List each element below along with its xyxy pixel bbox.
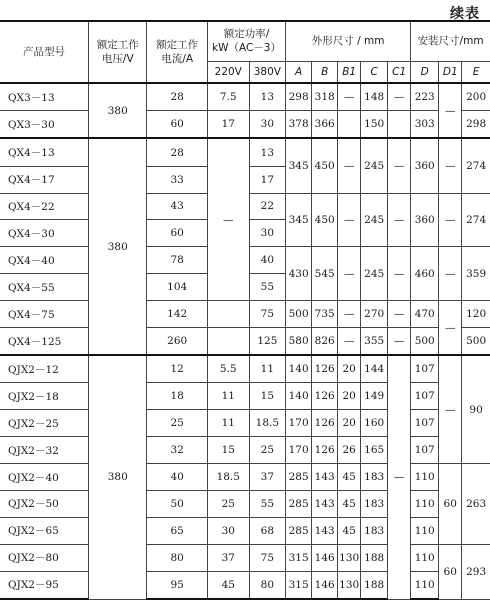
table-row [0,83,490,111]
b1-cell: — [338,138,361,193]
b1-cell: 45 [338,491,361,518]
e-cell: 298 [462,111,490,139]
p380-cell: 68 [249,517,286,544]
c-cell: 150 [361,111,388,139]
c1-cell: — [388,138,411,193]
current-cell: 60 [147,220,207,247]
a-cell: 285 [286,491,312,518]
b1-cell: 20 [338,410,361,437]
p380-cell: 30 [249,220,286,247]
model-cell: QX4－17 [0,166,89,193]
table-row [0,138,490,166]
p380-cell: 18.5 [249,410,286,437]
p380-cell: 13 [249,138,286,166]
d-cell: 107 [411,355,439,383]
c-cell: 188 [361,571,388,599]
model-cell: QX4－13 [0,138,89,166]
table-row [0,437,490,464]
a-cell: 285 [286,464,312,491]
a-cell: 345 [286,138,312,193]
b-cell: 318 [312,83,338,111]
p220-cell: 37 [207,544,249,571]
model-cell: QJX2－95 [0,571,89,599]
e-cell: 120 [462,301,490,328]
c-cell: 270 [361,301,388,328]
b-cell: 126 [312,410,338,437]
p380-cell: 30 [249,111,286,139]
e-cell: 263 [462,464,490,545]
a-cell: 140 [286,355,312,383]
c-cell: 183 [361,517,388,544]
c-cell: 160 [361,410,388,437]
d-cell: 110 [411,571,439,599]
p380-cell: 22 [249,193,286,220]
voltage-cell: 380 [89,355,147,599]
e-cell: 293 [462,544,490,599]
header-power: 额定功率/ kW（AC－3） [207,21,285,61]
p220-cell: 7.5 [207,83,249,111]
a-cell: 378 [286,111,312,139]
model-cell: QJX2－18 [0,383,89,410]
header-current: 额定工作 电流/A [147,21,207,83]
a-cell: 170 [286,437,312,464]
current-cell: 18 [147,383,207,410]
a-cell: 140 [286,383,312,410]
p380-cell: 25 [249,437,286,464]
c-cell: 144 [361,355,388,383]
header-dimensions: 外形尺寸 / mm [286,21,411,61]
d-cell: 107 [411,437,439,464]
model-cell: QX4－75 [0,301,89,328]
b1-cell: — [338,301,361,328]
current-cell: 43 [147,193,207,220]
p380-cell: 80 [249,571,286,599]
current-cell: 60 [147,111,207,139]
a-cell: 500 [286,301,312,328]
c-cell: 165 [361,437,388,464]
a-cell: 315 [286,571,312,599]
model-cell: QX3－13 [0,83,89,111]
d-cell: 107 [411,383,439,410]
d1-cell: — [439,83,462,138]
p220-cell: 5.5 [207,355,249,383]
d-cell: 107 [411,410,439,437]
header-220v: 220V [207,61,249,83]
b-cell: 826 [312,328,338,356]
table-row [0,464,490,491]
b1-cell: — [338,83,361,111]
c-cell: 148 [361,83,388,111]
p380-cell: 55 [249,491,286,518]
table-row [0,544,490,571]
b1-cell: — [338,328,361,356]
table-row [0,517,490,544]
b1-cell: — [338,247,361,301]
d1-cell: — [439,193,462,247]
b1-cell: 20 [338,383,361,410]
current-cell: 78 [147,247,207,274]
b-cell: 126 [312,383,338,410]
a-cell: 315 [286,544,312,571]
b1-cell: 20 [338,355,361,383]
table-row [0,491,490,518]
header-380v: 380V [249,61,286,83]
p220-cell: 17 [207,111,249,139]
e-cell: 274 [462,193,490,247]
c-cell: 355 [361,328,388,356]
table-row [0,410,490,437]
table-row [0,355,490,383]
b-cell: 126 [312,437,338,464]
p380-cell: 40 [249,247,286,274]
d1-cell: — [439,355,462,463]
b-cell: 146 [312,544,338,571]
p380-cell: 37 [249,464,286,491]
b-cell: 366 [312,111,338,139]
c-cell: 183 [361,491,388,518]
b1-cell: 130 [338,571,361,599]
b1-cell: 45 [338,464,361,491]
p380-cell: 55 [249,274,286,301]
header-c: C [361,61,388,83]
d-cell: 360 [411,138,439,193]
current-cell: 65 [147,517,207,544]
c1-cell: — [388,193,411,247]
b1-cell: — [338,193,361,247]
e-cell: 359 [462,247,490,301]
model-cell: QX4－30 [0,220,89,247]
header-a: A [286,61,312,83]
b-cell: 143 [312,491,338,518]
d1-cell: 60 [439,464,462,545]
c-cell: 245 [361,138,388,193]
model-cell: QJX2－65 [0,517,89,544]
header-d: D [411,61,439,83]
model-cell: QJX2－25 [0,410,89,437]
current-cell: 28 [147,83,207,111]
header-c1: C1 [388,61,411,83]
current-cell: 260 [147,328,207,356]
b-cell: 126 [312,355,338,383]
model-cell: QJX2－32 [0,437,89,464]
model-cell: QX4－125 [0,328,89,356]
p220-cell: 45 [207,571,249,599]
b-cell: 146 [312,571,338,599]
p220-cell: 18.5 [207,464,249,491]
p380-cell: 125 [249,328,286,356]
p380-cell: 75 [249,544,286,571]
e-cell: 90 [462,355,490,463]
current-cell: 104 [147,274,207,301]
p380-cell: 13 [249,83,286,111]
header-voltage: 额定工作 电压/V [89,21,147,83]
b1-cell: 45 [338,517,361,544]
header-b: B [312,61,338,83]
p380-cell: 75 [249,301,286,328]
current-cell: 32 [147,437,207,464]
table-row [0,571,490,599]
current-cell: 40 [147,464,207,491]
p380-cell: 15 [249,383,286,410]
p220-cell: 15 [207,437,249,464]
d1-cell: — [439,138,462,193]
d-cell: 110 [411,517,439,544]
model-cell: QX4－40 [0,247,89,274]
header-mounting: 安装尺寸/mm [411,21,490,61]
d-cell: 500 [411,328,439,356]
b-cell: 450 [312,138,338,193]
p380-cell: 17 [249,166,286,193]
d-cell: 110 [411,491,439,518]
p220-cell: 11 [207,410,249,437]
header-b1: B1 [338,61,361,83]
model-cell: QJX2－12 [0,355,89,383]
b1-cell: 130 [338,544,361,571]
b-cell: 143 [312,517,338,544]
p220-cell: — [207,138,249,300]
c1-cell: — [388,301,411,328]
a-cell: 580 [286,328,312,356]
b-cell: 545 [312,247,338,301]
model-cell: QJX2－80 [0,544,89,571]
b-cell: 450 [312,193,338,247]
e-cell: 200 [462,83,490,111]
d1-cell: 60 [439,544,462,599]
d-cell: 460 [411,247,439,301]
a-cell: 170 [286,410,312,437]
b-cell: 143 [312,464,338,491]
d-cell: 360 [411,193,439,247]
p220-cell: 25 [207,491,249,518]
b1-cell [338,111,361,139]
table-row [0,328,490,356]
a-cell: 430 [286,247,312,301]
d1-cell: — [439,301,462,356]
e-cell: 500 [462,328,490,356]
p220-cell: 30 [207,517,249,544]
p220-cell: 11 [207,383,249,410]
header-row [0,21,490,61]
c1-cell: — [388,355,411,599]
a-cell: 345 [286,193,312,247]
c-cell: 188 [361,544,388,571]
c1-cell: — [388,247,411,301]
current-cell: 33 [147,166,207,193]
d-cell: 223 [411,83,439,111]
model-cell: QX4－55 [0,274,89,301]
d-cell: 110 [411,464,439,491]
b-cell: 735 [312,301,338,328]
current-cell: 12 [147,355,207,383]
a-cell: 298 [286,83,312,111]
d-cell: 470 [411,301,439,328]
d-cell: 303 [411,111,439,139]
d-cell: 110 [411,544,439,571]
voltage-cell: 380 [89,83,147,138]
p220-cell [207,328,249,356]
header-d1: D1 [439,61,462,83]
c1-cell [388,111,411,139]
table-row [0,383,490,410]
c-cell: 245 [361,247,388,301]
model-cell: QX3－30 [0,111,89,139]
p220-cell [207,301,249,328]
a-cell: 285 [286,517,312,544]
current-cell: 142 [147,301,207,328]
continued-label: 续表 [450,6,480,22]
b1-cell: 26 [338,437,361,464]
c-cell: 149 [361,383,388,410]
model-cell: QJX2－50 [0,491,89,518]
model-cell: QJX2－40 [0,464,89,491]
header-e: E [462,61,490,83]
e-cell: 274 [462,138,490,193]
c1-cell: — [388,328,411,356]
c-cell: 245 [361,193,388,247]
p380-cell: 11 [249,355,286,383]
voltage-cell: 380 [89,138,147,355]
table-row [0,301,490,328]
current-cell: 50 [147,491,207,518]
c-cell: 183 [361,464,388,491]
model-cell: QX4－22 [0,193,89,220]
header-model: 产品型号 [0,21,89,83]
current-cell: 28 [147,138,207,166]
spec-table [0,20,490,600]
c1-cell: — [388,83,411,111]
current-cell: 25 [147,410,207,437]
current-cell: 95 [147,571,207,599]
table-row [0,111,490,139]
current-cell: 80 [147,544,207,571]
d1-cell: — [439,247,462,301]
